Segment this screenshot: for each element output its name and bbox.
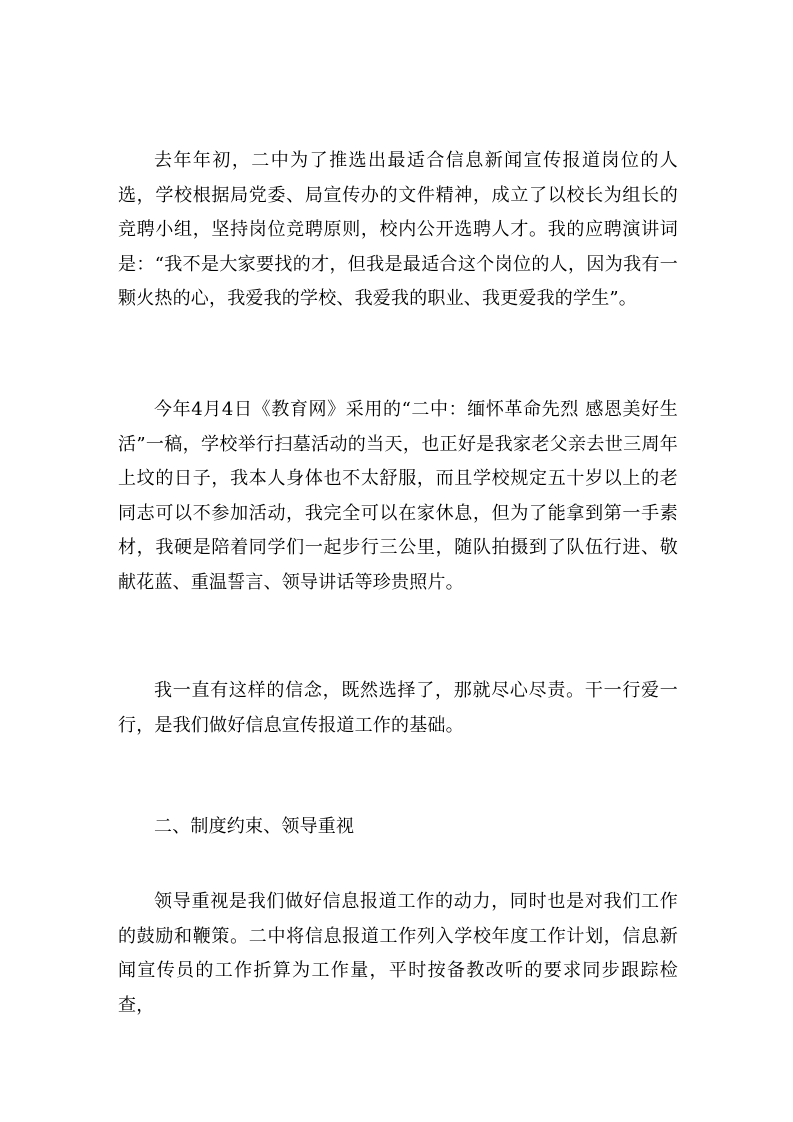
paragraph-tomb-sweeping-report: 今年4月4日《教育网》采用的“二中：缅怀革命先烈 感恩美好生活”一稿，学校举行扫墓活动的当天，也正好是我家老父亲去世三周年上坟的日子，我本人身体也不太舒服，而且学校规定五十岁以上的老同志可以不参加活动，我完全可以在家休息，但为了能拿到第一手素材，我硬是陪着同学们一起步行三公里，随队拍摄到了队伍行进、敬献花蓝、重温誓言、领导讲话等珍贵照片。 xyxy=(118,399,678,593)
paragraph-belief: 我一直有这样的信念，既然选择了，那就尽心尽责。干一行爱一行，是我们做好信息宣传报道工作的基础。 xyxy=(118,680,678,736)
paragraph-recruitment: 去年年初，二中为了推选出最适合信息新闻宣传报道岗位的人选，学校根据局党委、局宣传办的文件精神，成立了以校长为组长的竞聘小组，坚持岗位竞聘原则，校内公开选聘人才。我的应聘演讲词是：“我不是大家要找的才，但我是最适合这个岗位的人，因为我有一颗火热的心，我爱我的学校、我爱我的职业、我更爱我的学生”。 xyxy=(118,150,678,309)
paragraph-leadership: 领导重视是我们做好信息报道工作的动力，同时也是对我们工作的鼓励和鞭策。二中将信息报道工作列入学校年度工作计划，信息新闻宣传员的工作折算为工作量，平时按备教改听的要求同步跟踪检查， xyxy=(118,891,678,1016)
section-heading: 二、制度约束、领导重视 xyxy=(154,816,355,837)
